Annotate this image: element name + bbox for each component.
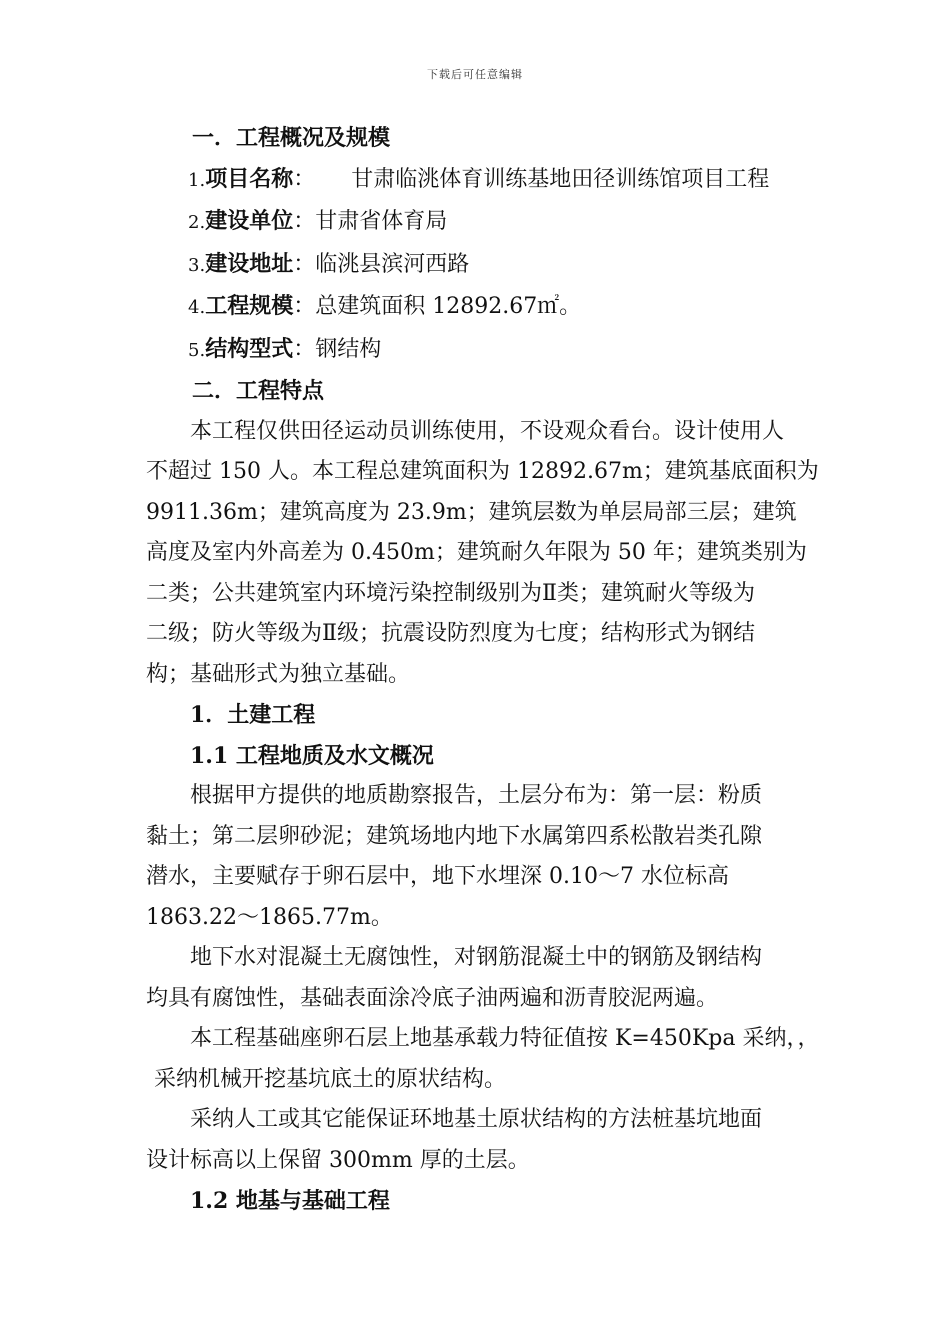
item-label: 建设单位: [205, 208, 294, 234]
section1-heading: 一．工程概况及规模: [192, 125, 391, 151]
item-number: 2.: [188, 212, 206, 233]
item-label: 结构型式: [205, 335, 294, 362]
paragraph-line: 高度及室内外高差为 0.450m；建筑耐久年限为 50 年；建筑类别为: [146, 540, 807, 565]
paragraph-line: 根据甲方提供的地质勘察报告，土层分布为：第一层：粉质: [190, 783, 763, 808]
paragraph-line: 采纳人工或其它能保证环地基土原状结构的方法桩基坑地面: [190, 1107, 763, 1132]
paragraph-line: 黏土；第二层卵砂泥；建筑场地内地下水属第四系松散岩类孔隙: [146, 823, 763, 849]
item-value: 甘肃省体育局: [315, 209, 448, 234]
header-note: 下载后可任意编辑: [427, 68, 523, 81]
paragraph-line: 潜水，主要赋存于卵石层中，地下水埋深 0.10～7 水位标高: [146, 864, 729, 889]
item-number: 4.: [188, 297, 206, 318]
subsection-heading-foundation: 1.2 地基与基础工程: [190, 1188, 390, 1214]
item-value: 钢结构: [315, 336, 382, 362]
item-value: 临洮县滨河西路: [315, 251, 470, 277]
document-body: [146, 118, 820, 1222]
paragraph-line: 二类；公共建筑室内环境污染控制级别为Ⅱ类；建筑耐火等级为: [146, 580, 755, 606]
paragraph-line: 9911.36m；建筑高度为 23.9m；建筑层数为单层局部三层；建筑: [146, 499, 797, 525]
item-number: 1.: [188, 169, 206, 191]
item-separator: ：: [293, 294, 316, 319]
item-number: 5.: [188, 339, 206, 361]
paragraph-line: 本工程仅供田径运动员训练使用，不设观众看台。设计使用人: [190, 418, 785, 444]
overview-item-project-name: [146, 159, 816, 202]
item-value: 总建筑面积 12892.67㎡。: [315, 294, 582, 319]
paragraph-line: 构；基础形式为独立基础。: [146, 661, 411, 687]
paragraph-line: 均具有腐蚀性，基础表面涂冷底子油两遍和沥青胶泥两遍。: [146, 985, 719, 1011]
overview-item-address: [146, 244, 816, 287]
paragraph-line: 本工程基础座卵石层上地基承载力特征值按 K=450Kpa 采纳，，: [190, 1026, 820, 1051]
item-value: 甘肃临洮体育训练基地田径训练馆项目工程: [351, 166, 770, 192]
section2-heading: 二．工程特点: [192, 378, 325, 404]
item-number: 3.: [188, 254, 206, 276]
item-separator: ：: [293, 336, 316, 362]
overview-item-builder: [146, 201, 816, 244]
item-label: 建设地址: [205, 250, 294, 277]
item-separator: ：: [293, 166, 316, 192]
paragraph-line: 采纳机械开挖基坑底土的原状结构。: [154, 1066, 507, 1092]
paragraph-line: 设计标高以上保留 300mm 厚的土层。: [146, 1147, 530, 1173]
paragraph-line: 1863.22～1865.77m。: [146, 904, 393, 930]
item-label: 工程规模: [205, 293, 294, 319]
item-separator: ：: [293, 209, 316, 234]
item-separator: ：: [293, 251, 316, 277]
paragraph-line: 二级；防火等级为Ⅱ级；抗震设防烈度为七度；结构形式为钢结: [146, 621, 755, 646]
civil-heading: 1．土建工程: [190, 702, 316, 728]
paragraph-line: 地下水对混凝土无腐蚀性，对钢筋混凝土中的钢筋及钢结构: [190, 945, 763, 970]
overview-item-scale: [146, 286, 816, 329]
subsection-heading-geology: 1.1 工程地质及水文概况: [190, 742, 434, 769]
overview-item-structure: [146, 329, 816, 372]
paragraph-line: 不超过 150 人。本工程总建筑面积为 12892.67m；建筑基底面积为: [146, 459, 819, 484]
item-label: 项目名称: [205, 165, 294, 192]
